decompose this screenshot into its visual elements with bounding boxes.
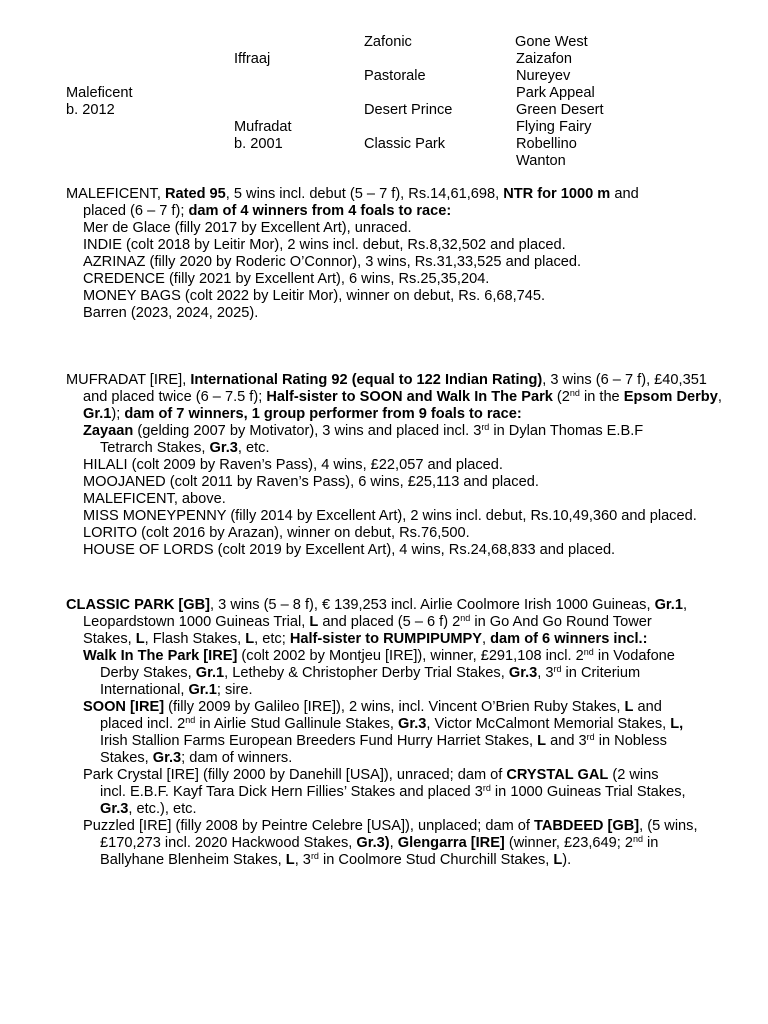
text-run: Leopardstown 1000 Guineas Trial, [83, 614, 310, 630]
mufradat-line [66, 440, 762, 457]
text-run: and placed twice (6 – 7.5 f); [83, 389, 267, 405]
text-run: , 3 [537, 665, 554, 681]
text-run: , 3 wins (5 – 8 f), € 139,253 incl. Airlie Coolmore Irish 1000 Guineas, [210, 597, 655, 613]
ordinal-suffix: rd [553, 664, 562, 674]
pedigree-sire-dam-sire: Nureyev [516, 68, 571, 84]
bold-text: dam of 4 winners from 4 foals to race: [188, 203, 452, 219]
text-run: , [717, 389, 722, 405]
text-run: MONEY BAGS (colt 2022 by Leitir Mor), winner on debut, Rs. 6,68,745. [83, 288, 546, 304]
pedigree-sire-dam: Pastorale [364, 68, 426, 84]
bold-text: Gr.3 [100, 801, 129, 817]
pedigree-dam-dam: Classic Park [364, 136, 446, 152]
maleficent-line [66, 305, 762, 322]
text-run: and 3 [546, 733, 587, 749]
text-run: in Go And Go Round Tower [470, 614, 652, 630]
bold-text: dam of 6 winners incl.: [490, 631, 648, 647]
text-run: , 5 wins incl. debut (5 – 7 f), Rs.14,61,698, [225, 186, 504, 202]
classic-park-line [66, 699, 762, 716]
text-run: in Criterium [561, 665, 641, 681]
text-run: , 3 wins (6 – 7 f), £40,351 [542, 372, 707, 388]
section-mufradat [66, 372, 762, 559]
bold-text: Zayaan [83, 423, 134, 439]
maleficent-line [66, 220, 762, 237]
classic-park-line [66, 597, 762, 614]
classic-park-line [66, 716, 762, 733]
bold-text: CRYSTAL GAL [506, 767, 609, 783]
bold-text: Epsom Derby [623, 389, 718, 405]
text-run: (gelding 2007 by Motivator), 3 wins and placed incl. 3 [133, 423, 482, 439]
bold-text: Gr.3 [152, 750, 182, 766]
text-run: , Letheby & Christopher Derby Trial Stakes, [224, 665, 509, 681]
bold-text: Half-sister to SOON and Walk In The Park [266, 389, 553, 405]
classic-park-line [66, 733, 762, 750]
text-run: , etc. [237, 440, 270, 456]
text-run: in Coolmore Stud Churchill Stakes, [318, 852, 554, 868]
bold-text: NTR for 1000 m [503, 186, 611, 202]
text-run: , etc; [254, 631, 290, 647]
text-run: in Airlie Stud Gallinule Stakes, [195, 716, 398, 732]
classic-park-line [66, 835, 762, 852]
maleficent-line [66, 237, 762, 254]
bold-text: TABDEED [GB] [534, 818, 640, 834]
text-run: MALEFICENT, above. [83, 491, 226, 507]
bold-text: Walk In The Park [IRE] [83, 648, 238, 664]
bold-text: Gr.1 [83, 406, 112, 422]
text-run: MALEFICENT, [66, 186, 165, 202]
mufradat-line [66, 542, 762, 559]
text-run: and [610, 186, 639, 202]
text-run: , etc.), etc. [128, 801, 197, 817]
bold-text: dam of 7 winners, 1 group performer from 9 foals to race: [124, 406, 522, 422]
pedigree-subject-born: b. 2012 [66, 102, 115, 118]
section-maleficent [66, 186, 762, 322]
text-run: International, [100, 682, 189, 698]
maleficent-line [66, 254, 762, 271]
maleficent-line [66, 203, 762, 220]
text-run: MUFRADAT [IRE], [66, 372, 191, 388]
text-run: Stakes, [100, 750, 153, 766]
classic-park-line [66, 852, 762, 869]
text-run: ). [562, 852, 572, 868]
classic-park-line [66, 665, 762, 682]
bold-text: Gr.3 [398, 716, 427, 732]
classic-park-line [66, 750, 762, 767]
text-run: ; dam of winners. [181, 750, 293, 766]
text-run: (colt 2002 by Montjeu [IRE]), winner, £291,108 incl. 2 [237, 648, 584, 664]
bold-text: L [285, 852, 295, 868]
classic-park-line [66, 682, 762, 699]
text-run: in the [579, 389, 624, 405]
pedigree-sire-sire: Zafonic [364, 34, 412, 50]
text-run: LORITO (colt 2016 by Arazan), winner on debut, Rs.76,500. [83, 525, 470, 541]
bold-text: Gr.1 [188, 682, 217, 698]
text-run: Park Crystal [IRE] (filly 2000 by Danehill [USA]), unraced; dam of [83, 767, 507, 783]
ordinal-suffix: nd [460, 613, 471, 623]
ordinal-suffix: nd [569, 388, 580, 398]
pedigree-dam-sire-dam: Flying Fairy [516, 119, 592, 135]
bold-text: Gr.3) [356, 835, 390, 851]
bold-text: L [309, 614, 319, 630]
classic-park-line [66, 784, 762, 801]
bold-text: Gr.3 [508, 665, 538, 681]
bold-text: SOON [IRE] [83, 699, 165, 715]
bold-text: L, [670, 716, 684, 732]
classic-park-line [66, 614, 762, 631]
text-run: , (5 wins, [639, 818, 698, 834]
text-run: , [389, 835, 398, 851]
text-run: HOUSE OF LORDS (colt 2019 by Excellent Art), 4 wins, Rs.24,68,833 and placed. [83, 542, 616, 558]
bold-text: L [245, 631, 255, 647]
text-run: , [682, 597, 688, 613]
text-run: Barren (2023, 2024, 2025). [83, 305, 259, 321]
mufradat-line [66, 457, 762, 474]
ordinal-suffix: rd [481, 422, 490, 432]
pedigree-sire: Iffraaj [234, 51, 271, 67]
text-run: (winner, £23,649; 2 [504, 835, 633, 851]
text-run: CREDENCE (filly 2021 by Excellent Art), 6 wins, Rs.25,35,204. [83, 271, 490, 287]
text-run: in Vodafone [593, 648, 675, 664]
ordinal-suffix: rd [586, 732, 595, 742]
text-run: placed incl. 2 [100, 716, 186, 732]
classic-park-line [66, 631, 762, 648]
bold-text: Glengarra [IRE] [397, 835, 505, 851]
text-run: , [482, 631, 491, 647]
text-run: Derby Stakes, [100, 665, 196, 681]
mufradat-line [66, 508, 762, 525]
text-run: Irish Stallion Farms European Breeders Fund Hurry Harriet Stakes, [100, 733, 538, 749]
mufradat-line [66, 389, 762, 406]
text-run: , Victor McCalmont Memorial Stakes, [426, 716, 671, 732]
ordinal-suffix: nd [632, 834, 643, 844]
text-run: (2 [552, 389, 570, 405]
bold-text: Rated 95 [164, 186, 226, 202]
text-run: in [643, 835, 659, 851]
text-run: Mer de Glace (filly 2017 by Excellent Art), unraced. [83, 220, 412, 236]
text-run: Tetrarch Stakes, [100, 440, 210, 456]
mufradat-line [66, 372, 762, 389]
maleficent-line [66, 288, 762, 305]
pedigree-sire-sire-dam: Zaizafon [516, 51, 572, 67]
text-run: MISS MONEYPENNY (filly 2014 by Excellent Art), 2 wins incl. debut, Rs.10,49,360 and placed. [83, 508, 697, 524]
text-run: AZRINAZ (filly 2020 by Roderic O’Connor), 3 wins, Rs.31,33,525 and placed. [83, 254, 582, 270]
pedigree-dam: Mufradat [234, 119, 292, 135]
bold-text: L [624, 699, 634, 715]
mufradat-line [66, 423, 762, 440]
pedigree-dam-sire-sire: Green Desert [516, 102, 604, 118]
ordinal-suffix: nd [583, 647, 594, 657]
text-run: , 3 [294, 852, 311, 868]
bold-text: CLASSIC PARK [GB] [66, 597, 211, 613]
pedigree-sire-dam-dam: Park Appeal [516, 85, 595, 101]
bold-text: Gr.3 [209, 440, 238, 456]
text-run: Stakes, [83, 631, 136, 647]
text-run: (2 wins [608, 767, 659, 783]
pedigree-sire-sire-sire: Gone West [515, 34, 588, 50]
bold-text: L [553, 852, 563, 868]
text-run: Puzzled [IRE] (filly 2008 by Peintre Celebre [USA]), unplaced; dam of [83, 818, 535, 834]
bold-text: Gr.1 [195, 665, 225, 681]
text-run: ); [111, 406, 125, 422]
pedigree-dam-born: b. 2001 [234, 136, 283, 152]
text-run: £170,273 incl. 2020 Hackwood Stakes, [100, 835, 357, 851]
text-run: ; sire. [216, 682, 253, 698]
classic-park-line [66, 767, 762, 784]
pedigree-dam-dam-sire: Robellino [516, 136, 577, 152]
ordinal-suffix: nd [185, 715, 196, 725]
text-run: Ballyhane Blenheim Stakes, [100, 852, 286, 868]
bold-text: Half-sister to RUMPIPUMPY [289, 631, 483, 647]
bold-text: L [135, 631, 145, 647]
text-run: in Dylan Thomas E.B.F [489, 423, 644, 439]
mufradat-line [66, 474, 762, 491]
bold-text: L [537, 733, 547, 749]
classic-park-line [66, 801, 762, 818]
text-run: in Nobless [594, 733, 667, 749]
text-run: and [633, 699, 662, 715]
text-run: and placed (5 – 6 f) 2 [318, 614, 461, 630]
text-run: INDIE (colt 2018 by Leitir Mor), 2 wins incl. debut, Rs.8,32,502 and placed. [83, 237, 566, 253]
text-run: placed (6 – 7 f); [83, 203, 189, 219]
ordinal-suffix: rd [482, 783, 491, 793]
maleficent-line [66, 271, 762, 288]
mufradat-line [66, 491, 762, 508]
pedigree-dam-sire: Desert Prince [364, 102, 453, 118]
bold-text: Gr.1 [654, 597, 683, 613]
pedigree-table [0, 0, 768, 180]
text-run: incl. E.B.F. Kayf Tara Dick Hern Fillies’ Stakes and placed 3 [100, 784, 483, 800]
text-run: , Flash Stakes, [144, 631, 246, 647]
text-run: in 1000 Guineas Trial Stakes, [490, 784, 686, 800]
bold-text: International Rating 92 (equal to 122 Indian Rating) [190, 372, 543, 388]
mufradat-line [66, 525, 762, 542]
ordinal-suffix: rd [310, 851, 319, 861]
text-run: MOOJANED (colt 2011 by Raven’s Pass), 6 wins, £25,113 and placed. [83, 474, 539, 490]
maleficent-line [66, 186, 762, 203]
text-run: HILALI (colt 2009 by Raven’s Pass), 4 wins, £22,057 and placed. [83, 457, 503, 473]
pedigree-subject-name: Maleficent [66, 85, 133, 101]
text-run: (filly 2009 by Galileo [IRE]), 2 wins, incl. Vincent O’Brien Ruby Stakes, [164, 699, 625, 715]
mufradat-line [66, 406, 762, 423]
pedigree-dam-dam-dam: Wanton [516, 153, 566, 169]
section-classic-park [66, 597, 762, 869]
classic-park-line [66, 818, 762, 835]
classic-park-line [66, 648, 762, 665]
